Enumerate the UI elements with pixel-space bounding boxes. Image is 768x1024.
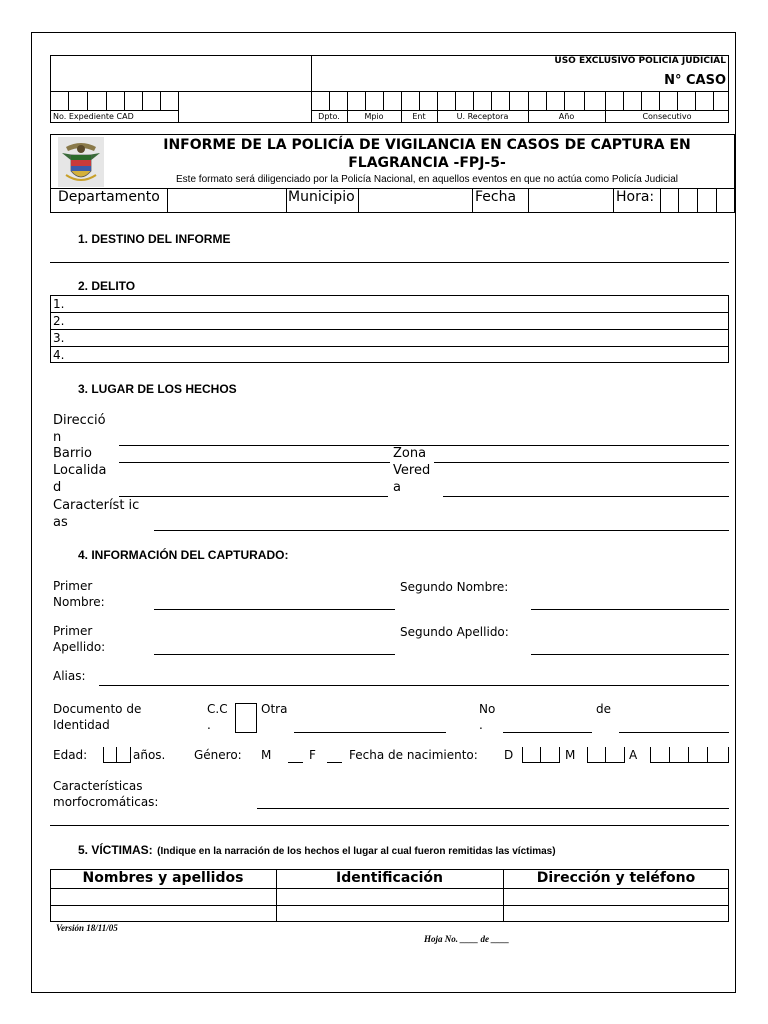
fecha-field[interactable] — [529, 189, 612, 212]
section-3-title: 3. LUGAR DE LOS HECHOS — [78, 382, 237, 396]
morfocromaticas-field[interactable] — [257, 808, 729, 809]
form-title-line1: INFORME DE LA POLICÍA DE VIGILANCIA EN CASOS DE CAPTURA EN — [163, 137, 691, 153]
alias-field[interactable] — [99, 685, 729, 686]
otra-field[interactable] — [294, 732, 446, 733]
delito-row-4[interactable]: 4. — [53, 348, 65, 362]
code-dpto-label: Dpto. — [318, 112, 340, 121]
uso-exclusivo-label: USO EXCLUSIVO POLICIA JUDICIAL — [554, 56, 726, 66]
version-label: Versión 18/11/05 — [56, 923, 118, 933]
edad-label: Edad: — [53, 748, 88, 762]
code-ent-label: Ent — [412, 112, 426, 121]
genero-f-label: F — [309, 748, 316, 762]
section-5-title: 5. VÍCTIMAS: (Indique en la narración de los hechos el lugar al cual fueron remitidas las víctimas) — [78, 843, 556, 857]
municipio-label: Municipio — [288, 189, 355, 205]
fecha-nacimiento-label: Fecha de nacimiento: — [349, 748, 478, 762]
expedicion-field[interactable] — [619, 732, 729, 733]
primer-nombre-label: Primer Nombre: — [53, 579, 105, 609]
departamento-field[interactable] — [168, 189, 285, 212]
cc-label: C.C . — [207, 702, 228, 732]
direccion-label: Direcció n — [53, 413, 106, 445]
no-documento-field[interactable] — [503, 732, 592, 733]
primer-apellido-field[interactable] — [154, 654, 395, 655]
section-4-divider — [50, 825, 729, 826]
de-label: de — [596, 702, 611, 716]
hora-field[interactable] — [661, 189, 734, 212]
genero-label: Género: — [194, 748, 242, 762]
segundo-apellido-field[interactable] — [531, 654, 729, 655]
segundo-nombre-label: Segundo Nombre: — [400, 580, 509, 594]
fecha-nac-d-label: D — [504, 748, 514, 762]
barrio-field[interactable] — [119, 462, 390, 463]
otra-label: Otra — [261, 702, 288, 716]
caracteristicas-lugar-label: Característ ic as — [53, 498, 140, 530]
section-1-title: 1. DESTINO DEL INFORME — [78, 232, 231, 246]
segundo-nombre-field[interactable] — [531, 609, 729, 610]
form-subtitle: Este formato será diligenciado por la Policía Nacional, en aquellos eventos en que no actúa como Policía Judicial — [176, 174, 678, 185]
code-consecutivo-label: Consecutivo — [642, 112, 692, 121]
documento-label: Documento de Identidad — [53, 702, 142, 732]
delito-row-3[interactable]: 3. — [53, 331, 65, 345]
localidad-label: Localida d — [53, 463, 107, 495]
no-label: No . — [479, 702, 496, 732]
section-4-title: 4. INFORMACIÓN DEL CAPTURADO: — [78, 548, 289, 562]
zona-field[interactable] — [434, 462, 729, 463]
municipio-field[interactable] — [359, 189, 471, 212]
code-u-receptora-label: U. Receptora — [456, 112, 509, 121]
coat-of-arms-icon — [58, 137, 104, 187]
no-expediente-label: No. Expediente CAD — [53, 112, 134, 121]
anos-label: años. — [133, 748, 166, 762]
section-5-note: (Indique en la narración de los hechos el lugar al cual fueron remitidas las víctimas) — [157, 846, 556, 857]
victimas-header-direccion: Dirección y teléfono — [536, 870, 696, 886]
code-mpio-label: Mpio — [364, 112, 384, 121]
victimas-row[interactable] — [51, 906, 728, 921]
localidad-field[interactable] — [119, 496, 388, 497]
fecha-nac-m-label: M — [565, 748, 576, 762]
victimas-header-nombres: Nombres y apellidos — [82, 870, 244, 886]
delito-row-1[interactable]: 1. — [53, 297, 65, 311]
caracteristicas-lugar-field[interactable] — [154, 530, 729, 531]
form-page — [31, 32, 736, 993]
hoja-label: Hoja No. ____ de ____ — [424, 934, 510, 944]
fecha-nac-a-label: A — [629, 748, 638, 762]
genero-f-field[interactable] — [327, 762, 342, 763]
code-ano-label: Año — [558, 112, 575, 121]
barrio-label: Barrio — [53, 446, 92, 461]
departamento-label: Departamento — [58, 189, 160, 205]
hora-label: Hora: — [616, 189, 655, 205]
segundo-apellido-label: Segundo Apellido: — [400, 625, 509, 639]
fecha-label: Fecha — [475, 189, 517, 205]
primer-nombre-field[interactable] — [154, 609, 395, 610]
victimas-row[interactable] — [51, 889, 728, 904]
vereda-label: Vered a — [393, 463, 431, 495]
genero-m-label: M — [261, 748, 272, 762]
form-title-line2: FLAGRANCIA -FPJ-5- — [348, 155, 506, 171]
genero-m-field[interactable] — [288, 762, 303, 763]
morfocromaticas-label: Características morfocromáticas: — [53, 779, 159, 809]
delito-row-2[interactable]: 2. — [53, 314, 65, 328]
vereda-field[interactable] — [443, 496, 729, 497]
victimas-header-identificacion: Identificación — [336, 870, 443, 886]
alias-label: Alias: — [53, 669, 86, 683]
n-caso-label: N° CASO — [664, 73, 726, 88]
destino-field[interactable] — [50, 262, 729, 263]
primer-apellido-label: Primer Apellido: — [53, 624, 106, 654]
cc-checkbox[interactable] — [235, 703, 257, 733]
zona-label: Zona — [393, 446, 427, 461]
section-2-title: 2. DELITO — [78, 279, 136, 293]
